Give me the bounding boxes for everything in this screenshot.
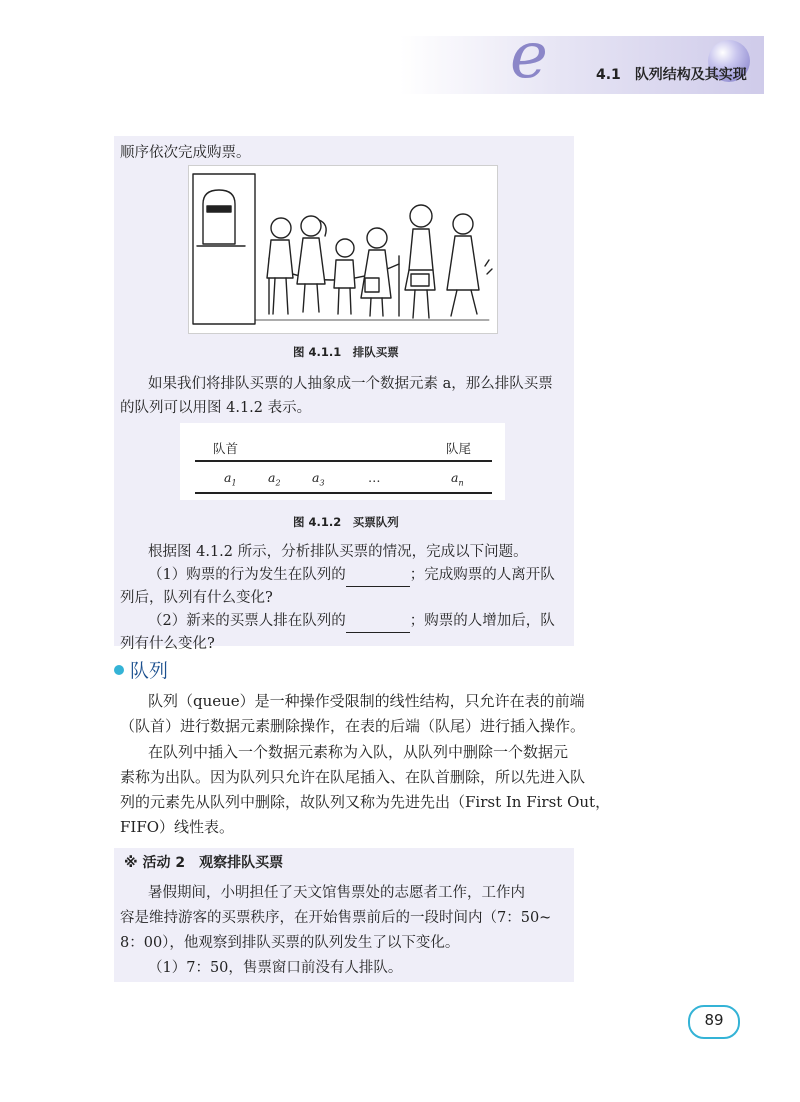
running-header — [596, 64, 747, 84]
questions-intro: 根据图 4.1.2 所示，分析排队买票的情况，完成以下问题。 — [148, 544, 528, 560]
activity-title: ※ 活动 2 观察排队买票 — [124, 855, 284, 871]
answer-blank[interactable] — [346, 571, 410, 587]
queue-drawing — [189, 166, 497, 333]
body-line: （队首）进行数据元素删除操作，在表的后端（队尾）进行插入操作。 — [120, 717, 586, 735]
body-line: 队列（queue）是一种操作受限制的线性结构，只允许在表的前端 — [148, 692, 585, 710]
queue-element: $a_3$ — [312, 470, 325, 488]
queue-illustration — [188, 165, 498, 334]
queue-rear-label: 队尾 — [446, 441, 472, 456]
header-e-logo-icon: e — [510, 19, 548, 93]
question2-line1: （2）新来的买票人排在队列的 ；购票的人增加后，队 — [148, 609, 555, 633]
question1-line1: （1）购票的行为发生在队列的 ；完成购票的人离开队 — [148, 563, 555, 587]
section-bullet-icon — [114, 665, 124, 675]
body-line: 素称为出队。因为队列只允许在队尾插入、在队首删除，所以先进入队 — [120, 768, 586, 786]
answer-blank[interactable] — [346, 617, 410, 633]
body-line: 在队列中插入一个数据元素称为入队，从队列中删除一个数据元 — [148, 743, 569, 761]
queue-element: $a_n$ — [451, 470, 464, 488]
activity-line: 8：00），他观察到排队买票的队列发生了以下变化。 — [120, 935, 460, 951]
header-section-number: 4.1 — [596, 67, 621, 83]
question1-line2: 列后，队列有什么变化? — [120, 590, 273, 606]
page-number: 89 — [704, 1011, 724, 1029]
queue-element: $a_1$ — [224, 470, 237, 488]
queue-ellipsis: … — [368, 470, 381, 485]
abstract-paragraph-line2: 的队列可以用图 4.1.2 表示。 — [120, 400, 312, 416]
section-title: 队列 — [130, 660, 169, 682]
body-line: FIFO）线性表。 — [120, 818, 235, 836]
activity-line: （1）7：50，售票窗口前没有人排队。 — [148, 960, 403, 976]
queue-top-line — [195, 460, 492, 462]
figure2-caption: 图 4.1.2 买票队列 — [293, 515, 399, 529]
header-section-title: 队列结构及其实现 — [634, 67, 747, 83]
activity-line: 容是维持游客的买票秩序，在开始售票前后的一段时间内（7：50~ — [120, 910, 552, 926]
figure1-caption: 图 4.1.1 排队买票 — [293, 345, 399, 359]
queue-bottom-line — [195, 492, 492, 494]
abstract-paragraph-line1: 如果我们将排队买票的人抽象成一个数据元素 a，那么排队买票 — [148, 376, 553, 392]
body-line: 列的元素先从队列中删除，故队列又称为先进先出（First In First Out， — [120, 793, 611, 811]
queue-diagram — [180, 423, 505, 500]
question2-line2: 列有什么变化? — [120, 636, 215, 652]
activity-line: 暑假期间，小明担任了天文馆售票处的志愿者工作，工作内 — [148, 885, 525, 901]
queue-front-label: 队首 — [213, 441, 239, 456]
intro-line: 顺序依次完成购票。 — [120, 145, 251, 161]
queue-element: $a_2$ — [268, 470, 281, 488]
